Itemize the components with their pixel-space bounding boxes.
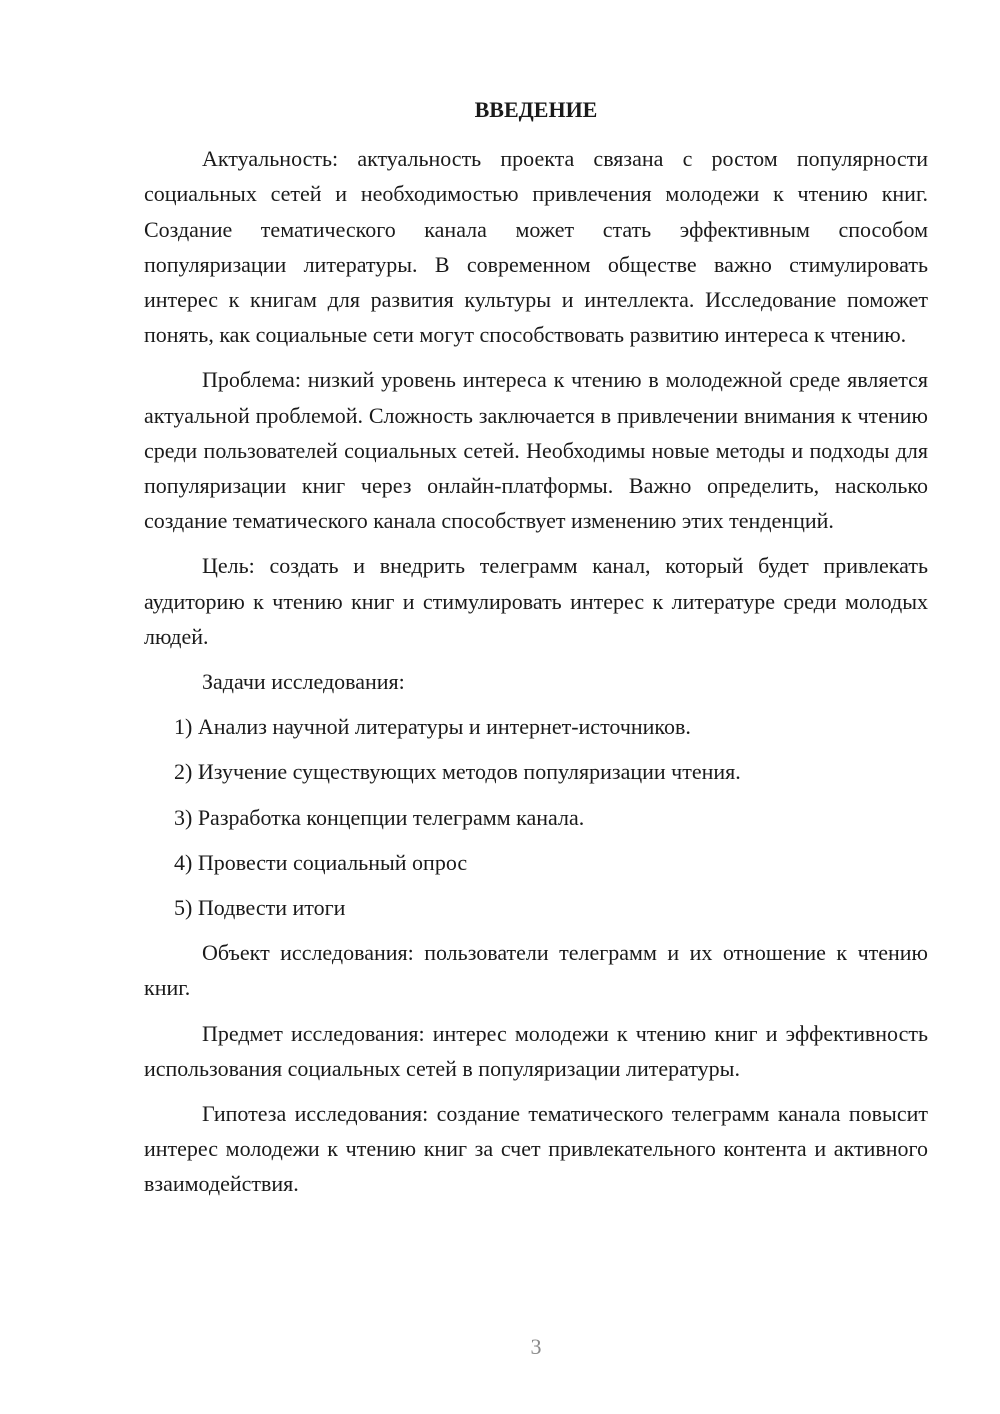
paragraph-relevance: Актуальность: актуальность проекта связана с ростом популярности социальных сетей и необходимостью привлечения молодежи к чтению книг. Создание тематического канала может стать эффективным способом популяризации литературы. В современном обществе важно стимулировать интерес к книгам для развития культуры и интеллекта. Исследование поможет понять, как социальные сети могут способствовать развитию интереса к чтению. (144, 146, 928, 348)
paragraph-problem: Проблема: низкий уровень интереса к чтению в молодежной среде является актуальной проблемой. Сложность заключается в привлечении внимания к чтению среди пользователей социальных сетей. Необходимы новые методы и подходы для популяризации книг через онлайн-платформы. Важно определить, насколько создание тематического канала способствует изменению этих тенденций. (144, 367, 928, 534)
task-item-5: 5) Подвести итоги (174, 895, 346, 921)
page-number: 3 (530, 1334, 542, 1359)
section-title: ВВЕДЕНИЕ (474, 97, 598, 122)
paragraph-object: Объект исследования: пользователи телеграмм и их отношение к чтению книг. (144, 940, 928, 1001)
task-item-2: 2) Изучение существующих методов популяризации чтения. (174, 759, 741, 785)
task-item-3: 3) Разработка концепции телеграмм канала. (174, 804, 585, 830)
document-page (144, 92, 928, 1212)
paragraph-subject: Предмет исследования: интерес молодежи к чтению книг и эффективность использования социальных сетей в популяризации литературы. (144, 1020, 928, 1081)
task-item-4: 4) Провести социальный опрос (174, 849, 468, 875)
paragraph-goal: Цель: создать и внедрить телеграмм канал, который будет привлекать аудиторию к чтению книг и стимулировать интерес к литературе среди молодых людей. (144, 553, 928, 649)
task-item-1: 1) Анализ научной литературы и интернет-источников. (174, 714, 691, 740)
paragraph-hypothesis: Гипотеза исследования: создание тематического телеграмм канала повысит интерес молодежи к чтению книг за счет привлекательного контента и активного взаимодействия. (144, 1101, 928, 1197)
tasks-heading: Задачи исследования: (202, 669, 405, 695)
